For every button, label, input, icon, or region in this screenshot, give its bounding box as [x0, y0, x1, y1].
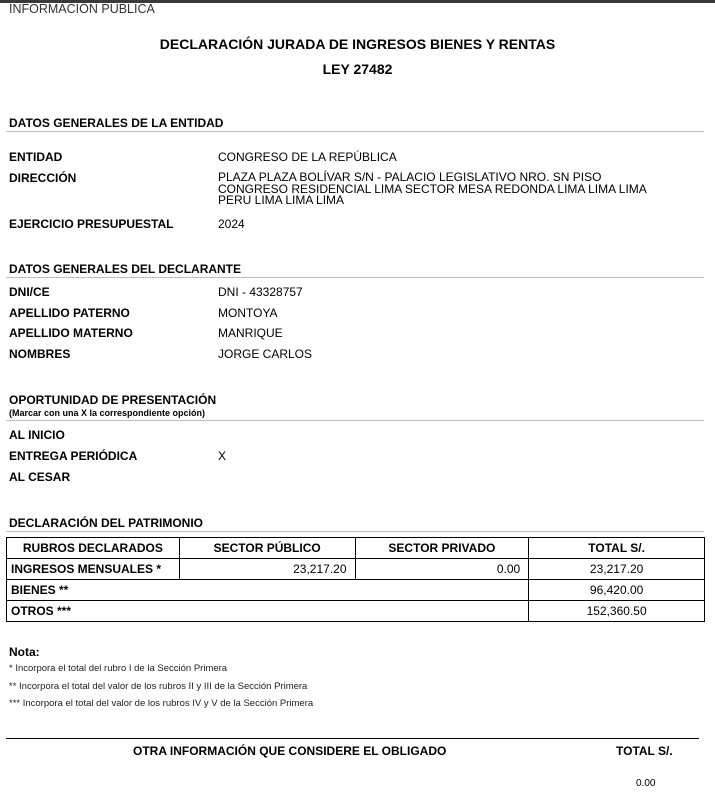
patrimonio-table: [6, 537, 705, 622]
divider: [6, 531, 704, 532]
header-total: TOTAL S/.: [529, 538, 705, 559]
nombres-label: NOMBRES: [9, 347, 71, 361]
law-number: LEY 27482: [322, 61, 393, 77]
document-title: DECLARACIÓN JURADA DE INGRESOS BIENES Y RENTAS: [159, 36, 556, 52]
entidad-value: CONGRESO DE LA REPÚBLICA: [218, 150, 397, 164]
section-heading-entidad: DATOS GENERALES DE LA ENTIDAD: [9, 116, 224, 130]
otros-total: 152,360.50: [529, 601, 705, 622]
divider-dark: [6, 738, 699, 739]
apellido-paterno-value: MONTOYA: [218, 306, 278, 320]
nota-line-2: ** Incorpora el total del valor de los rubros II y III de la Sección Primera: [9, 681, 308, 692]
al-cesar-label: AL CESAR: [9, 470, 71, 484]
divider: [6, 277, 704, 278]
entrega-periodica-mark: X: [218, 449, 227, 463]
section-heading-patrimonio: DECLARACIÓN DEL PATRIMONIO: [9, 516, 203, 530]
oportunidad-instruction: (Marcar con una X la correspondiente opción): [9, 408, 206, 418]
header-rubros: RUBROS DECLARADOS: [7, 538, 180, 559]
nombres-value: JORGE CARLOS: [218, 347, 313, 361]
nota-title: Nota:: [9, 645, 40, 659]
otros-label: OTROS ***: [7, 601, 529, 622]
apellido-paterno-label: APELLIDO PATERNO: [9, 306, 130, 320]
otra-informacion-total-label: TOTAL S/.: [616, 744, 673, 758]
ingresos-publico: 23,217.20: [179, 559, 355, 580]
apellido-materno-label: APELLIDO MATERNO: [9, 326, 133, 340]
ingresos-total: 23,217.20: [529, 559, 705, 580]
ingresos-label: INGRESOS MENSUALES *: [7, 559, 180, 580]
direccion-label: DIRECCIÓN: [9, 171, 77, 185]
divider: [6, 131, 704, 132]
direccion-value: PLAZA PLAZA BOLÍVAR S/N - PALACIO LEGISLATIVO NRO. SN PISO CONGRESO RESIDENCIAL LIMA SECTOR MESA REDONDA LIMA LIMA LIMA PERU LIMA LIMA LIMA: [218, 170, 647, 207]
ejercicio-label: EJERCICIO PRESUPUESTAL: [9, 217, 174, 231]
entrega-periodica-label: ENTREGA PERIÓDICA: [9, 449, 138, 463]
otra-informacion-heading: OTRA INFORMACIÓN QUE CONSIDERE EL OBLIGADO: [133, 744, 447, 758]
header-sector-publico: SECTOR PÚBLICO: [179, 538, 355, 559]
table-header-row: [7, 538, 705, 559]
header-sector-privado: SECTOR PRIVADO: [355, 538, 529, 559]
table-row: [7, 559, 705, 580]
apellido-materno-value: MANRIQUE: [218, 326, 283, 340]
section-heading-declarante: DATOS GENERALES DEL DECLARANTE: [9, 262, 242, 276]
header-label: INFORMACIÓN PÚBLICA: [9, 2, 155, 16]
nota-line-3: *** Incorpora el total del valor de los rubros IV y V de la Sección Primera: [9, 698, 314, 709]
dni-value: DNI - 43328757: [218, 285, 303, 299]
section-heading-oportunidad: OPORTUNIDAD DE PRESENTACIÓN: [9, 393, 217, 407]
al-inicio-label: AL INICIO: [9, 428, 65, 442]
ingresos-privado: 0.00: [355, 559, 529, 580]
entidad-label: ENTIDAD: [9, 150, 63, 164]
otra-informacion-total-value: 0.00: [636, 778, 656, 789]
divider: [6, 420, 704, 421]
table-row: [7, 580, 705, 601]
nota-line-1: * Incorpora el total del rubro I de la Sección Primera: [9, 663, 228, 674]
bienes-total: 96,420.00: [529, 580, 705, 601]
bienes-label: BIENES **: [7, 580, 529, 601]
dni-label: DNI/CE: [9, 285, 50, 299]
ejercicio-value: 2024: [218, 217, 245, 231]
table-row: [7, 601, 705, 622]
